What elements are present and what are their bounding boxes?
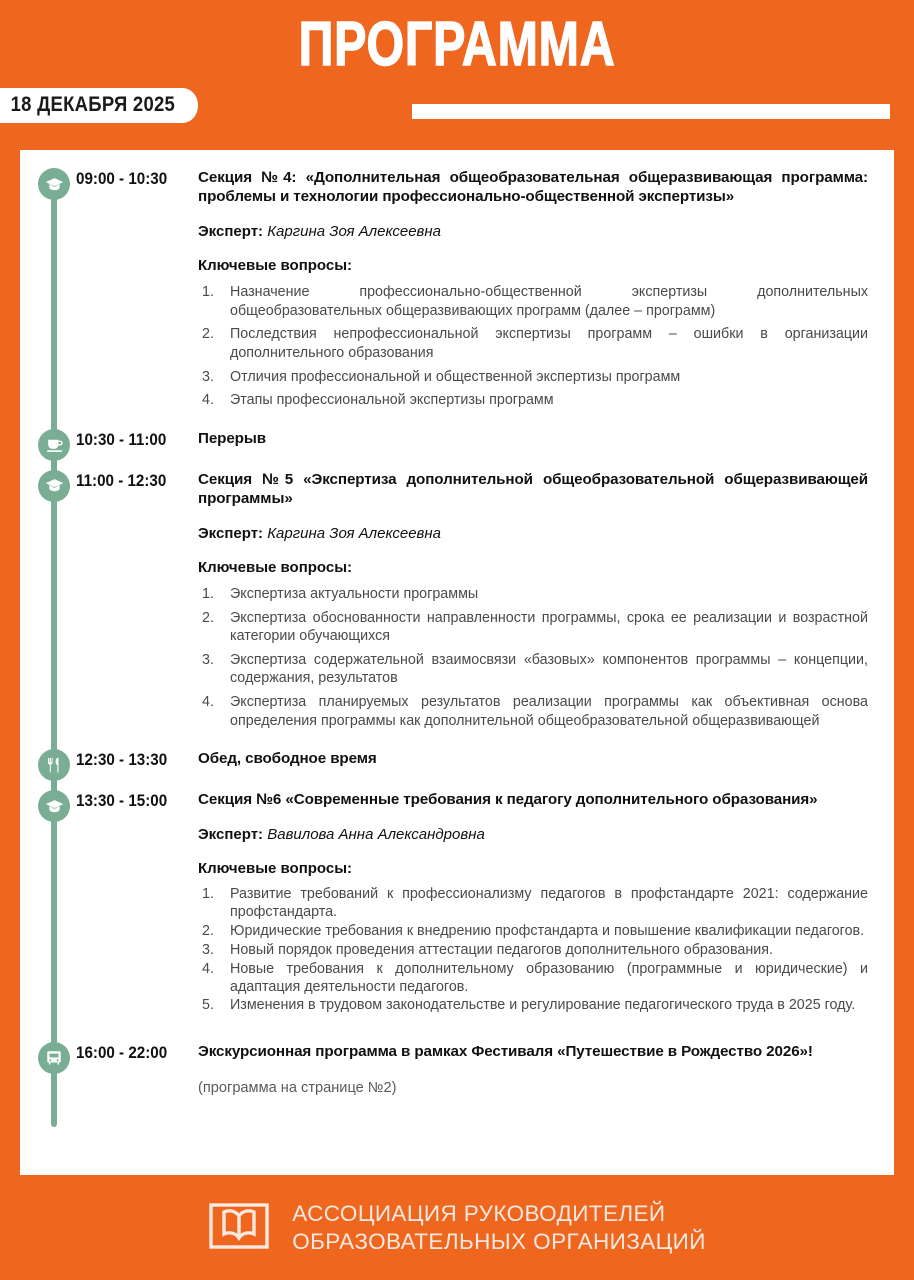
page-footer — [0, 1175, 914, 1280]
program-card — [20, 150, 894, 1175]
spacer — [20, 735, 894, 749]
footer-line-2: ОБРАЗОВАТЕЛЬНЫХ ОРГАНИЗАЦИЙ — [292, 1228, 706, 1254]
footer-organization-name — [292, 1200, 706, 1255]
session-title: Секция №5 «Экспертиза дополнительной общеобразовательной общеразвивающей программы» — [198, 470, 868, 507]
expert-label: Эксперт: — [198, 826, 264, 844]
list-item: Экспертиза содержательной взаимосвязи «базовых» компонентов программы – концепции, содержания, результатов — [230, 651, 868, 687]
date-badge: 18 ДЕКАБРЯ 2025 — [0, 88, 198, 123]
session-title: Секция №4: «Дополнительная общеобразовательная общеразвивающая программа: проблемы и технологии профессионально-общественной экспертизы» — [198, 169, 868, 206]
list-item: Юридические требования к внедрению профстандарта и повышение квалификации педагогов. — [230, 922, 865, 939]
schedule-time: 11:00 - 12:30 — [76, 471, 167, 490]
schedule-row[interactable] — [20, 470, 894, 735]
list-item: Назначение профессионально-общественной экспертизы дополнительных общеобразовательных общеразвивающих программ (далее – программ) — [230, 284, 868, 319]
open-book-icon — [208, 1197, 270, 1258]
list-item: Этапы профессиональной экспертизы программ — [230, 392, 554, 409]
page-header — [0, 0, 914, 150]
expert-label: Эксперт: — [198, 223, 264, 241]
schedule-row[interactable] — [20, 749, 894, 770]
list-item: Отличия профессиональной и общественной экспертизы программ — [230, 368, 681, 385]
schedule-row[interactable] — [20, 168, 894, 415]
schedule-list — [20, 150, 894, 1096]
session-title: Секция №6 «Современные требования к педагогу дополнительного образования» — [198, 791, 818, 809]
schedule-time: 09:00 - 10:30 — [76, 170, 168, 188]
header-divider-bar — [412, 104, 890, 119]
list-item: Новые требования к дополнительному образованию (программные и юридические) и адаптация деятельности педагогов. — [230, 960, 868, 995]
page-title: ПРОГРАММА — [298, 10, 616, 79]
list-item: Экспертиза обоснованности направленности программы, срока ее реализации и возрастной категории обучающихся — [230, 609, 868, 645]
footer-line-1: АССОЦИАЦИЯ РУКОВОДИТЕЛЕЙ — [292, 1201, 666, 1227]
schedule-time: 12:30 - 13:30 — [76, 751, 168, 770]
key-questions-label: Ключевые вопросы: — [198, 559, 353, 577]
list-item: Изменения в трудовом законодательстве и регулирование педагогического труда в 2025 году. — [230, 997, 856, 1014]
schedule-content — [198, 790, 894, 1016]
spacer — [20, 450, 894, 470]
cutlery-icon — [38, 749, 70, 781]
expert-line — [198, 826, 868, 843]
expert-line — [198, 525, 868, 542]
session-title: Экскурсионная программа в рамках Фестиваля «Путешествие в Рождество 2026»! — [198, 1043, 813, 1061]
schedule-row[interactable] — [20, 790, 894, 1016]
schedule-time: 13:30 - 15:00 — [76, 792, 168, 811]
expert-label: Эксперт: — [198, 525, 264, 543]
expert-name: Каргина Зоя Алексеевна — [267, 525, 441, 543]
graduation-cap-icon — [38, 470, 70, 502]
schedule-row[interactable] — [20, 429, 894, 450]
list-item: Последствия непрофессиональной экспертизы программ – ошибки в организации дополнительного образования — [230, 326, 868, 362]
expert-name: Вавилова Анна Александровна — [267, 826, 485, 844]
list-item: Новый порядок проведения аттестации педагогов дополнительного образования. — [230, 941, 773, 958]
key-questions-list — [198, 585, 868, 730]
spacer — [20, 415, 894, 429]
bus-icon — [38, 1042, 70, 1074]
coffee-cup-icon — [38, 429, 70, 461]
expert-name: Каргина Зоя Алексеевна — [267, 223, 441, 241]
schedule-time: 16:00 - 22:00 — [76, 1044, 168, 1063]
schedule-content — [198, 168, 894, 415]
expert-line — [198, 223, 868, 240]
key-questions-list — [198, 283, 868, 409]
spacer — [20, 1016, 894, 1042]
session-title: Обед, свободное время — [198, 750, 377, 768]
schedule-row[interactable] — [20, 1042, 894, 1096]
key-questions-list — [198, 886, 868, 1015]
graduation-cap-icon — [38, 790, 70, 822]
schedule-time: 10:30 - 11:00 — [76, 430, 167, 449]
spacer — [20, 770, 894, 790]
session-note: (программа на странице №2) — [198, 1080, 397, 1097]
list-item: Экспертиза планируемых результатов реализации программы как объективная основа определения программы как дополнительной общеобразовательной общеразвивающей — [230, 693, 868, 729]
key-questions-label: Ключевые вопросы: — [198, 257, 353, 275]
list-item: Экспертиза актуальности программы — [230, 586, 479, 603]
session-title: Перерыв — [198, 429, 266, 447]
schedule-content — [198, 429, 894, 448]
graduation-cap-icon — [38, 168, 70, 200]
list-item: Развитие требований к профессионализму педагогов в профстандарте 2021: содержание профстандарта. — [230, 886, 868, 921]
schedule-content — [198, 470, 894, 735]
schedule-content — [198, 749, 894, 768]
key-questions-label: Ключевые вопросы: — [198, 860, 353, 878]
schedule-content — [198, 1042, 894, 1096]
